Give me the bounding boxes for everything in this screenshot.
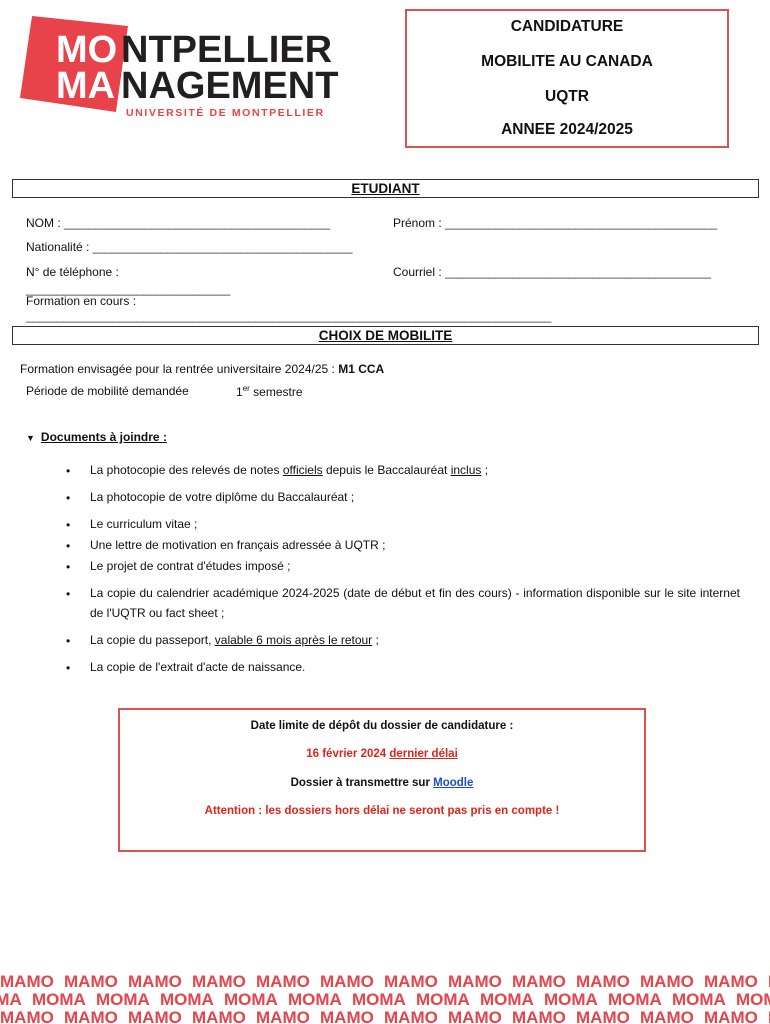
periode-ordinal: 1 [236, 385, 243, 399]
decorative-footer-pattern [0, 972, 770, 1024]
bullet-icon: • [66, 560, 71, 574]
periode-value [236, 384, 303, 399]
formation-envisagee-value: M1 CCA [338, 362, 385, 376]
deadline-transmit [120, 777, 644, 789]
bullet-icon: • [66, 491, 71, 505]
deadline-transmit-text: Dossier à transmettre sur [290, 777, 430, 789]
periode-sup: er [242, 384, 250, 393]
courriel-label: Courriel : [393, 265, 442, 279]
application-title-box [405, 9, 729, 148]
deadline-date [120, 748, 644, 760]
formation-label: Formation en cours : [26, 294, 137, 308]
title-line-4: ANNEE 2024/2025 [501, 121, 633, 138]
logo-nagement: NAGEMENT [121, 65, 339, 107]
nationalite-field[interactable]: Nationalité : __________________________________________ [26, 240, 353, 254]
formation-line: _____________________________________________________________________________________ [26, 309, 551, 323]
bullet-icon: • [66, 587, 71, 601]
mobility-section-heading: CHOIX DE MOBILITE [12, 326, 759, 345]
formation-field[interactable] [26, 294, 136, 308]
nom-label: NOM : [26, 216, 61, 230]
logo-mo: MO [56, 29, 118, 71]
formation-envisagee-text: Formation envisagée pour la rentrée universitaire 2024/25 : [20, 362, 335, 376]
triangle-down-icon: ▼ [26, 433, 35, 443]
deadline-title: Date limite de dépôt du dossier de candidature : [250, 720, 514, 732]
documents-heading [26, 430, 167, 444]
title-line-3: UQTR [545, 88, 589, 105]
bullet-icon: • [66, 634, 71, 648]
prenom-label: Prénom : [393, 216, 442, 230]
documents-title: Documents à joindre : [40, 430, 167, 444]
bullet-icon: • [66, 539, 71, 553]
nom-field[interactable]: NOM : ___________________________________________ [26, 216, 330, 230]
telephone-label: N° de téléphone : [26, 265, 119, 279]
bullet-icon: • [66, 518, 71, 532]
student-section-heading: ETUDIANT [12, 179, 759, 198]
logo-ma: MA [56, 65, 116, 107]
moodle-link[interactable]: Moodle [433, 777, 474, 789]
bullet-icon: • [66, 661, 71, 675]
logo-ntpellier: NTPELLIER [121, 29, 333, 71]
bullet-icon: • [66, 464, 71, 478]
telephone-field[interactable] [26, 265, 119, 279]
deadline-warning: Attention : les dossiers hors délai ne seront pas pris en compte ! [204, 805, 560, 817]
formation-envisagee [20, 362, 384, 376]
montpellier-management-logo [18, 14, 363, 124]
deadline-box [118, 708, 646, 852]
periode-text: semestre [253, 385, 303, 399]
telephone-line: _________________________________ [26, 282, 230, 296]
deadline-date-text: 16 février 2024 [306, 748, 387, 760]
deadline-date-suffix: dernier délai [389, 748, 458, 760]
title-line-1: CANDIDATURE [510, 18, 624, 35]
title-line-2: MOBILITE AU CANADA [481, 53, 653, 70]
nationalite-label: Nationalité : [26, 240, 90, 254]
logo-tagline: UNIVERSITÉ DE MONTPELLIER [126, 107, 325, 119]
prenom-field[interactable]: Prénom : ____________________________________________ [393, 216, 717, 230]
courriel-field[interactable]: Courriel : ___________________________________________ [393, 265, 711, 279]
periode-label: Période de mobilité demandée [26, 384, 189, 398]
